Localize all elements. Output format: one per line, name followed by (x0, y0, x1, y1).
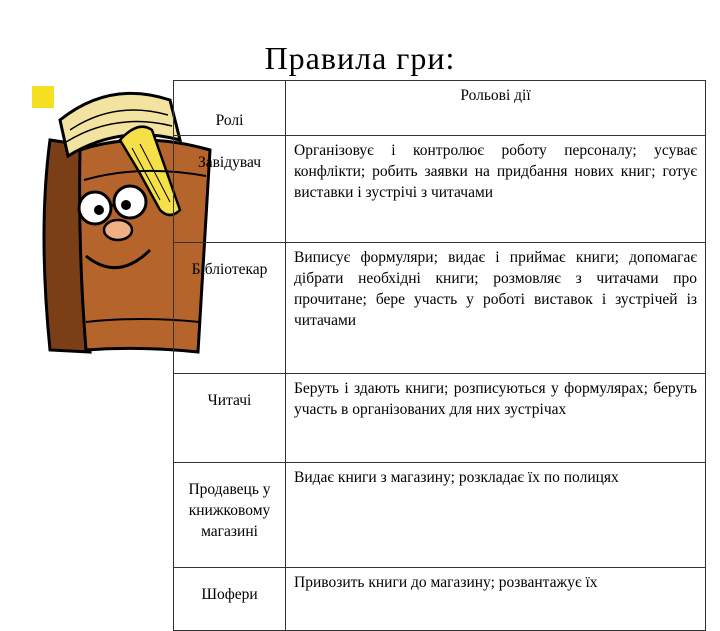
role-cell: Шофери (174, 568, 286, 631)
role-cell: Читачі (174, 374, 286, 463)
role-cell: Продавець у книжковому магазині (174, 463, 286, 568)
column-header-actions: Рольові дії (286, 81, 706, 136)
table-row (174, 568, 706, 631)
table-row (174, 136, 706, 243)
table-header-row (174, 81, 706, 136)
action-cell: Виписує формуляри; видає і приймає книги; допомагає дібрати необхідні книги; розмовляє з читачами про прочитане; бере участь у роботі виставок і зустрічей із читачами (286, 243, 706, 374)
action-cell: Організовує і контролює роботу персоналу; усуває конфлікти; робить заявки на придбання нових книг; готує виставки і зустрічі з читачами (286, 136, 706, 243)
page-title: Правила гри: (264, 40, 456, 76)
table-row (174, 463, 706, 568)
column-header-roles: Ролі (174, 81, 286, 136)
action-cell: Беруть і здають книги; розписуються у формулярах; беруть участь в організованих для них зустрічах (286, 374, 706, 463)
action-cell: Видає книги з магазину; розкладає їх по полицях (286, 463, 706, 568)
roles-table (173, 80, 706, 631)
action-cell: Привозить книги до магазину; розвантажує їх (286, 568, 706, 631)
role-cell: Завідувач (174, 136, 286, 243)
role-cell: Бібліотекар (174, 243, 286, 374)
table-row (174, 243, 706, 374)
table-row (174, 374, 706, 463)
